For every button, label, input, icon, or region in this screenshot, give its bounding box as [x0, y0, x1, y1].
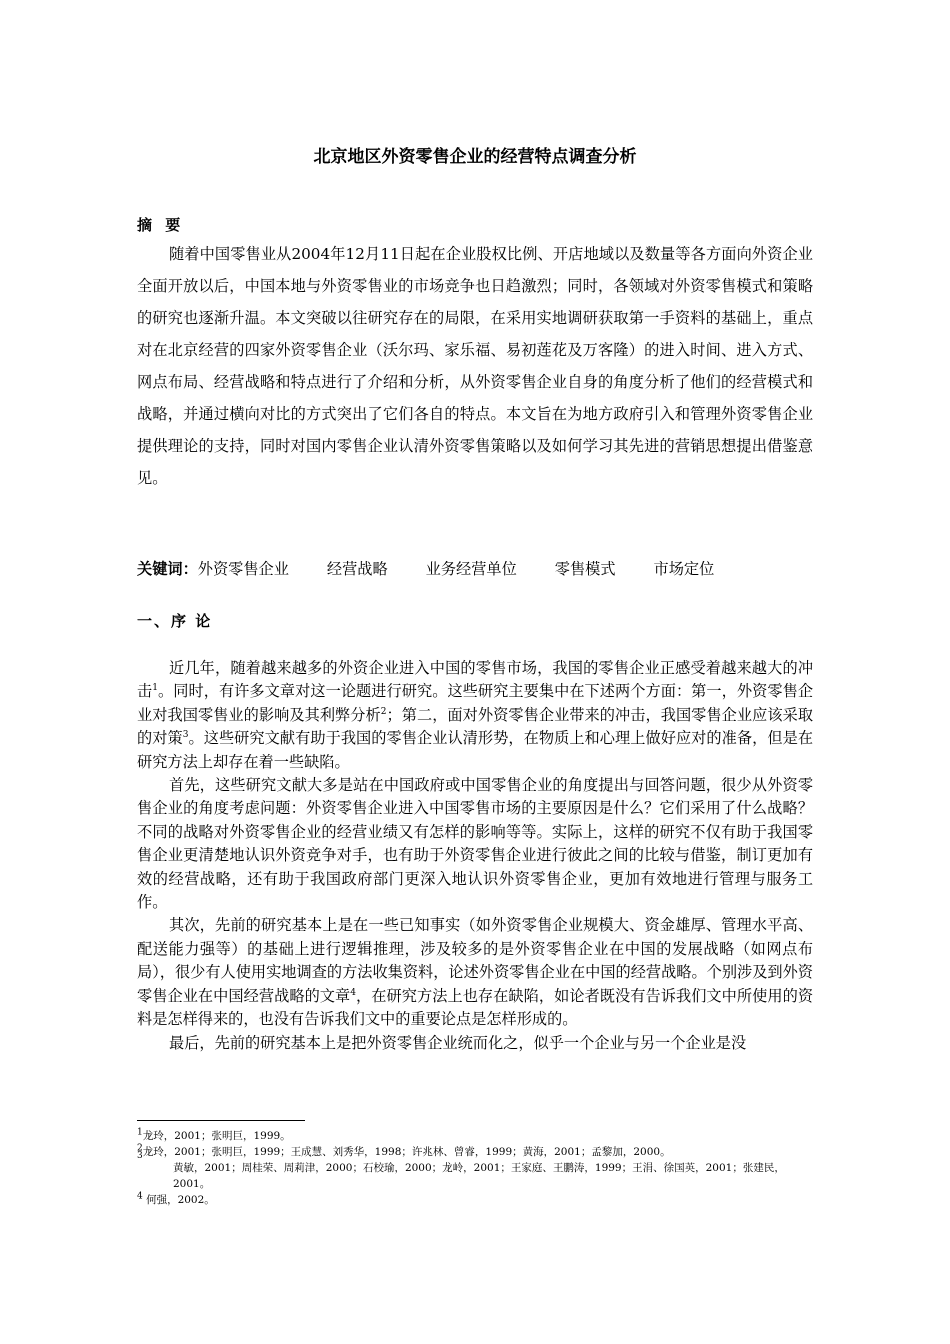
footnotes — [137, 1128, 813, 1208]
footnote-ref: 2 — [380, 706, 387, 717]
footnote-text: 龙玲，2001；张明巨，1999。 — [142, 1130, 291, 1142]
abstract-text: 随着中国零售业从2004年12月11日起在企业股权比例、开店地域以及数量等各方面向外资企业全面开放以后，中国本地与外资零售业的市场竞争也日趋激烈；同时，各领域对外资零售模式和策略的研究也逐渐升温。本文突破以往研究存在的局限，在采用实地调研获取第一手资料的基础上，重点对在北京经营的四家外资零售企业（沃尔玛、家乐福、易初莲花及万客隆）的进入时间、进入方式、网点布局、经营战略和特点进行了介绍和分析，从外资零售企业自身的角度分析了他们的经营模式和战略，并通过横向对比的方式突出了它们各自的特点。本文旨在为地方政府引入和管理外资零售企业提供理论的支持，同时对国内零售企业认清外资零售策略以及如何学习其先进的营销思想提出借鉴意见。 — [137, 245, 813, 487]
footnote-text: 何强，2002。 — [142, 1194, 215, 1206]
keyword-item: 外资零售企业 — [197, 560, 289, 578]
paragraph-4: 最后，先前的研究基本上是把外资零售企业统而化之，似乎一个企业与另一个企业是没 — [169, 1033, 747, 1052]
footnote-text: 龙玲，2001；张明巨，1999；王成慧、刘秀华，1998；许兆林、曾睿，1999；黄海，2001；孟黎加，2000。 — [142, 1146, 671, 1158]
text-run: ；第二，面对外资零售企业带来的冲击，我国零售企业应该采取的对策 — [137, 705, 813, 748]
keyword-item: 市场定位 — [653, 560, 715, 578]
footnote-number: 1 — [137, 1127, 143, 1138]
text-run: 。同时，有许多文章对这一论题进行研究。这些研究主要集中在下述两个方面：第一，外资零售企业对我国零售业的影响及其利弊分析 — [137, 682, 814, 724]
text-run: 近几年，随着越来越多的外资企业进入中国的零售市场，我国的零售企业正感受着越来越大的冲击 — [137, 659, 813, 701]
footnote-ref: 4 — [350, 987, 357, 998]
keywords-label: 关键词： — [137, 560, 198, 578]
footnote — [137, 1144, 813, 1160]
footnote — [137, 1192, 813, 1208]
footnote-number: 4 — [137, 1191, 143, 1202]
footnote-divider — [137, 1120, 305, 1121]
section-body — [137, 657, 813, 1055]
keyword-item: 零售模式 — [554, 560, 616, 578]
paragraph-2: 首先，这些研究文献大多是站在中国政府或中国零售企业的角度提出与回答问题，很少从外资零售企业的角度考虑问题：外资零售企业进入中国零售市场的主要原因是什么？它们采用了什么战略？不同的战略对外资零售企业的经营业绩又有怎样的影响等等。实际上，这样的研究不仅有助于我国零售企业更清楚地认识外资竞争对手，也有助于外资零售企业进行彼此之间的比较与借鉴，制订更加有效的经营战略，还有助于我国政府部门更深入地认识外资零售企业，更加有效地进行管理与服务工作。 — [137, 776, 813, 912]
text-run: 其次，先前的研究基本上是在一些已知事实（如外资零售企业规模大、资金雄厚、管理水平高、配送能力强等）的基础上进行逻辑推理，涉及较多的是外资零售企业在中国的发展战略（如网点布局），很少有人使用实地调查的方法收集资料，论述外资零售企业在中国的经营战略。个别涉及到外资零售企业在中国经营战略的文章 — [137, 916, 813, 1005]
text-run: 。这些研究文献有助于我国的零售企业认清形势，在物质上和心理上做好应对的准备，但是在研究方法上却存在着一些缺陷。 — [137, 729, 814, 771]
section-heading: 一、序 论 — [137, 612, 213, 630]
text-run: ，在研究方法上也存在缺陷，如论者既没有告诉我们文中所使用的资料是怎样得来的，也没有告诉我们文中的重要论点是怎样形成的。 — [137, 986, 814, 1029]
keyword-item: 经营战略 — [326, 560, 388, 578]
abstract-heading: 摘 要 — [137, 216, 185, 234]
footnote-text: 黄敏，2001；周桂荣、周莉津，2000；石校瑜，2000；龙岭，2001；王家庭、王鹏涛，1999；王涓、徐国英，2001；张建民，2001。 — [173, 1162, 785, 1190]
footnote: 3 黄敏，2001；周桂荣、周莉津，2000；石校瑜，2000；龙岭，2001；王家庭、王鹏涛，1999；王涓、徐国英，2001；张建民，2001。 — [137, 1151, 785, 1190]
keyword-item: 业务经营单位 — [425, 560, 517, 578]
keywords-line — [137, 558, 813, 579]
paragraph-3 — [137, 914, 813, 1031]
footnote-ref: 3 — [182, 730, 189, 741]
paragraph-1 — [137, 657, 813, 774]
paper-title: 北京地区外资零售企业的经营特点调查分析 — [313, 147, 637, 167]
footnote-number: 2 — [137, 1143, 143, 1154]
footnote-ref: 1 — [152, 683, 158, 694]
footnote — [137, 1128, 813, 1144]
